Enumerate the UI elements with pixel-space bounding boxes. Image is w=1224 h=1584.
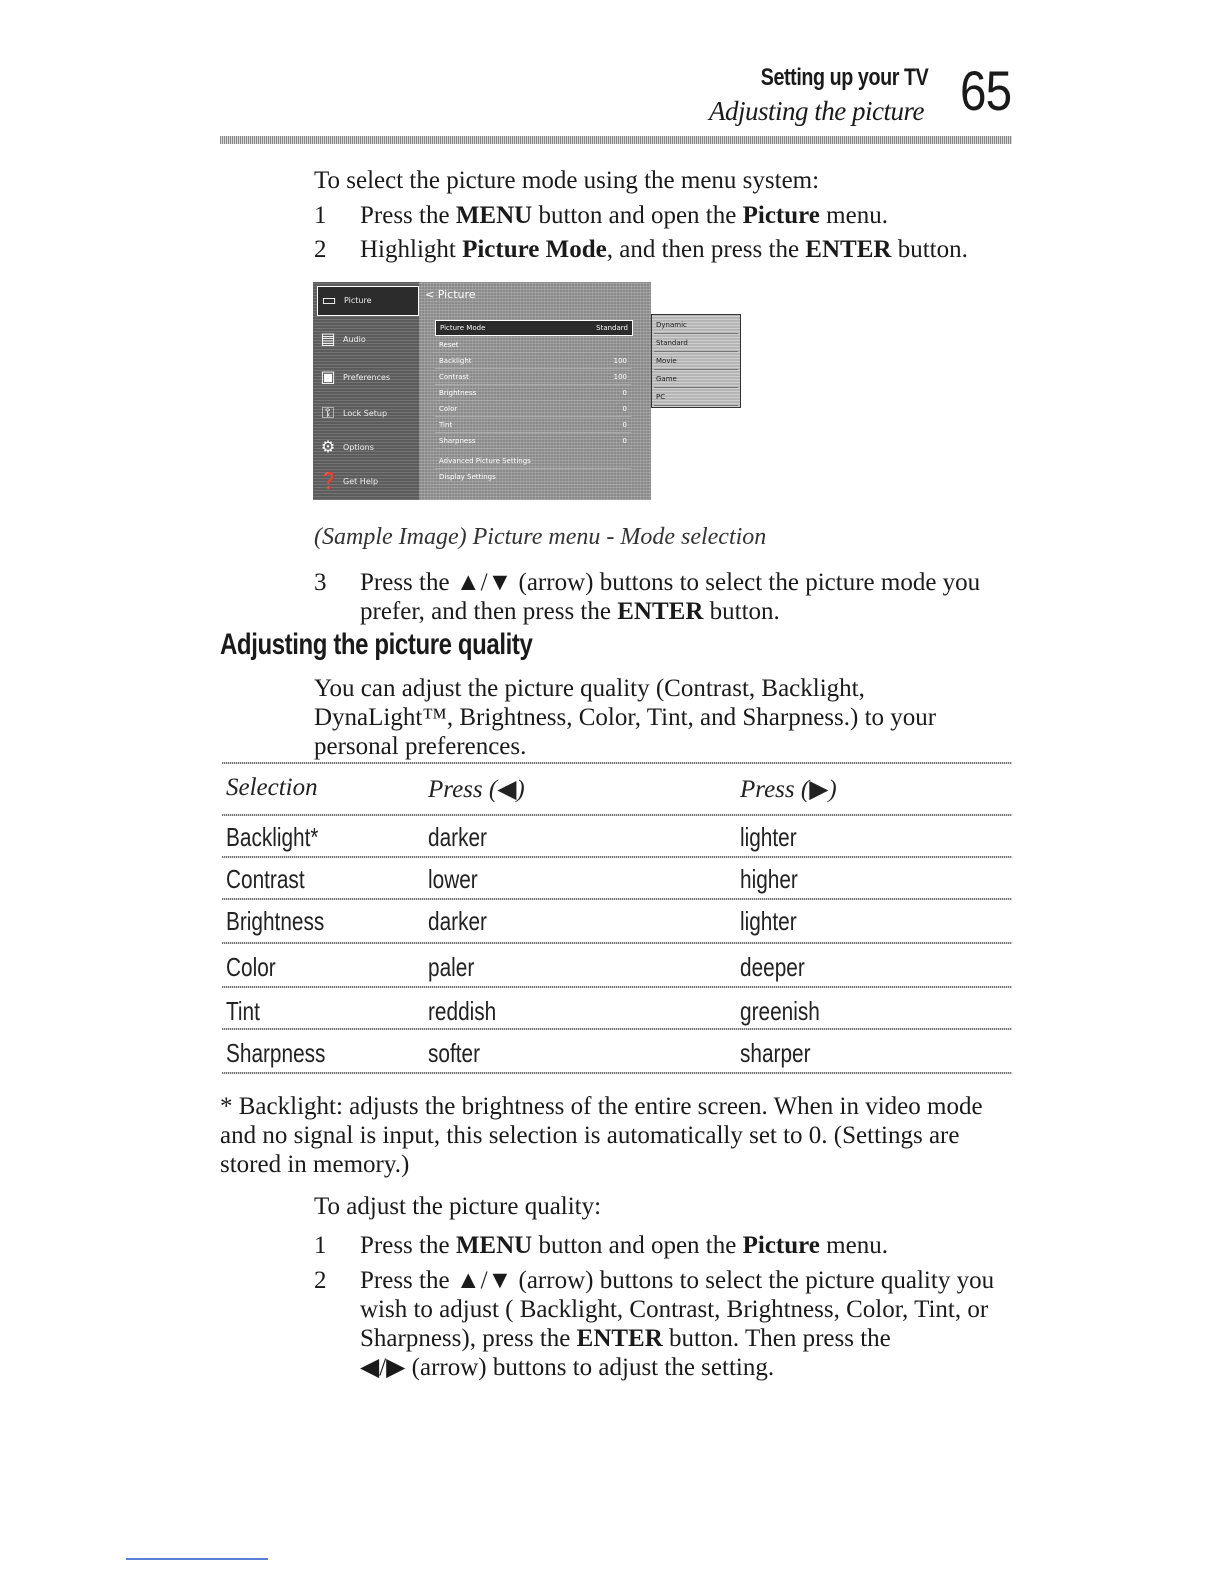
side-item-help: ❓ Get Help <box>319 471 379 490</box>
step-text: Highlight Picture Mode, and then press the ENTER button. <box>360 236 968 263</box>
picture-mode-popup <box>651 314 741 408</box>
step-2 <box>314 235 1014 264</box>
menu-row-picture-mode: Picture Mode Standard <box>435 320 633 336</box>
table-rule <box>222 986 1012 988</box>
footer-rule <box>126 1558 268 1560</box>
menu-row: Reset <box>435 338 631 353</box>
table-cell: greenish <box>740 996 820 1026</box>
backlight-footnote: * Backlight: adjusts the brightness of the entire screen. When in video mode and no signal is input, this selection is automatically set to 0. (Settings are stored in memory.) <box>220 1093 983 1178</box>
popup-item: Game <box>654 371 738 388</box>
table-cell: lower <box>428 864 478 894</box>
table-rule <box>222 814 1012 816</box>
step-number: 3 <box>314 569 327 596</box>
table-cell: darker <box>428 822 487 852</box>
page-number: 65 <box>960 59 1012 122</box>
speaker-icon: ▤ <box>320 329 336 348</box>
popup-item: PC <box>654 389 738 406</box>
side-item-preferences: ▣ Preferences <box>320 367 391 386</box>
table-cell: Tint <box>226 996 260 1026</box>
header-divider <box>220 136 1012 144</box>
table-cell: paler <box>428 952 475 982</box>
table-cell: Contrast <box>226 864 305 894</box>
step-3 <box>314 568 1014 628</box>
step-number: 1 <box>314 1232 327 1259</box>
step-text: Press the ▲/▼ (arrow) buttons to select the picture mode you prefer, and then press the ENTER button. <box>360 569 981 625</box>
side-item-picture: ▭ Picture <box>317 286 419 316</box>
adjust-lead: To adjust the picture quality: <box>314 1193 602 1220</box>
table-cell: lighter <box>740 906 797 936</box>
chapter-title: Setting up your TV <box>760 64 928 91</box>
table-cell: lighter <box>740 822 797 852</box>
table-rule <box>222 762 1012 764</box>
adjust-step-2 <box>314 1266 1014 1386</box>
menu-row: Advanced Picture Settings <box>435 454 631 469</box>
section-title: Adjusting the picture <box>709 96 924 126</box>
table-cell: higher <box>740 864 798 894</box>
step-text: Press the MENU button and open the Picture menu. <box>360 1232 888 1259</box>
table-cell: Brightness <box>226 906 325 936</box>
side-item-options: ⚙ Options <box>320 437 374 456</box>
side-item-audio: ▤ Audio <box>320 329 366 348</box>
picture-menu-screenshot <box>313 282 651 500</box>
table-rule <box>222 856 1012 858</box>
table-cell: reddish <box>428 996 497 1026</box>
step-1 <box>314 201 1014 230</box>
step-number: 1 <box>314 202 327 229</box>
table-header-press-left: Press (◀) <box>428 776 525 803</box>
picture-icon: ▭ <box>321 290 337 309</box>
step-number: 2 <box>314 1267 327 1294</box>
step-text: Press the ▲/▼ (arrow) buttons to select the picture quality you wish to adjust ( Backlight, Contrast, Brightness, Color, Tint, or Sharpness), press the ENTER button. Then press the ◀/▶ (arrow) buttons to adjust the setting. <box>360 1267 995 1381</box>
table-rule <box>222 942 1012 944</box>
step-text: Press the MENU button and open the Picture menu. <box>360 202 888 229</box>
table-cell: Backlight* <box>226 822 319 852</box>
gear-icon: ⚙ <box>320 437 336 456</box>
popup-item: Dynamic <box>654 317 738 334</box>
menu-sidebar <box>313 282 419 500</box>
menu-row: Display Settings <box>435 470 631 485</box>
lock-icon: ⚿ <box>321 403 335 422</box>
menu-row: Color 0 <box>435 402 631 417</box>
table-cell: darker <box>428 906 487 936</box>
table-cell: softer <box>428 1038 481 1068</box>
step-number: 2 <box>314 236 327 263</box>
table-header-selection: Selection <box>226 774 318 801</box>
quality-intro: You can adjust the picture quality (Contrast, Backlight, DynaLight™, Brightness, Color, Tint, and Sharpness.) to your personal preferences. <box>314 675 937 760</box>
intro-lead: To select the picture mode using the menu system: <box>314 167 820 194</box>
preferences-icon: ▣ <box>320 367 336 386</box>
popup-item: Movie <box>654 353 738 370</box>
menu-row: Sharpness 0 <box>435 434 631 449</box>
adjust-step-1 <box>314 1231 1014 1260</box>
menu-row: Backlight 100 <box>435 354 631 369</box>
table-rule <box>222 1072 1012 1074</box>
menu-row: Tint 0 <box>435 418 631 433</box>
table-cell: sharper <box>740 1038 811 1068</box>
table-cell: Sharpness <box>226 1038 326 1068</box>
figure-caption: (Sample Image) Picture menu - Mode selection <box>314 524 767 550</box>
table-cell: Color <box>226 952 276 982</box>
menu-title: < Picture <box>425 288 476 301</box>
menu-row: Contrast 100 <box>435 370 631 385</box>
section-heading: Adjusting the picture quality <box>220 628 533 661</box>
table-cell: deeper <box>740 952 805 982</box>
table-rule <box>222 898 1012 900</box>
table-rule <box>222 1028 1012 1030</box>
menu-row: Brightness 0 <box>435 386 631 401</box>
popup-item: Standard <box>654 335 738 352</box>
help-icon: ❓ <box>319 471 339 490</box>
table-header-press-right: Press (▶) <box>740 776 837 803</box>
side-item-lock: ⚿ Lock Setup <box>317 400 417 428</box>
